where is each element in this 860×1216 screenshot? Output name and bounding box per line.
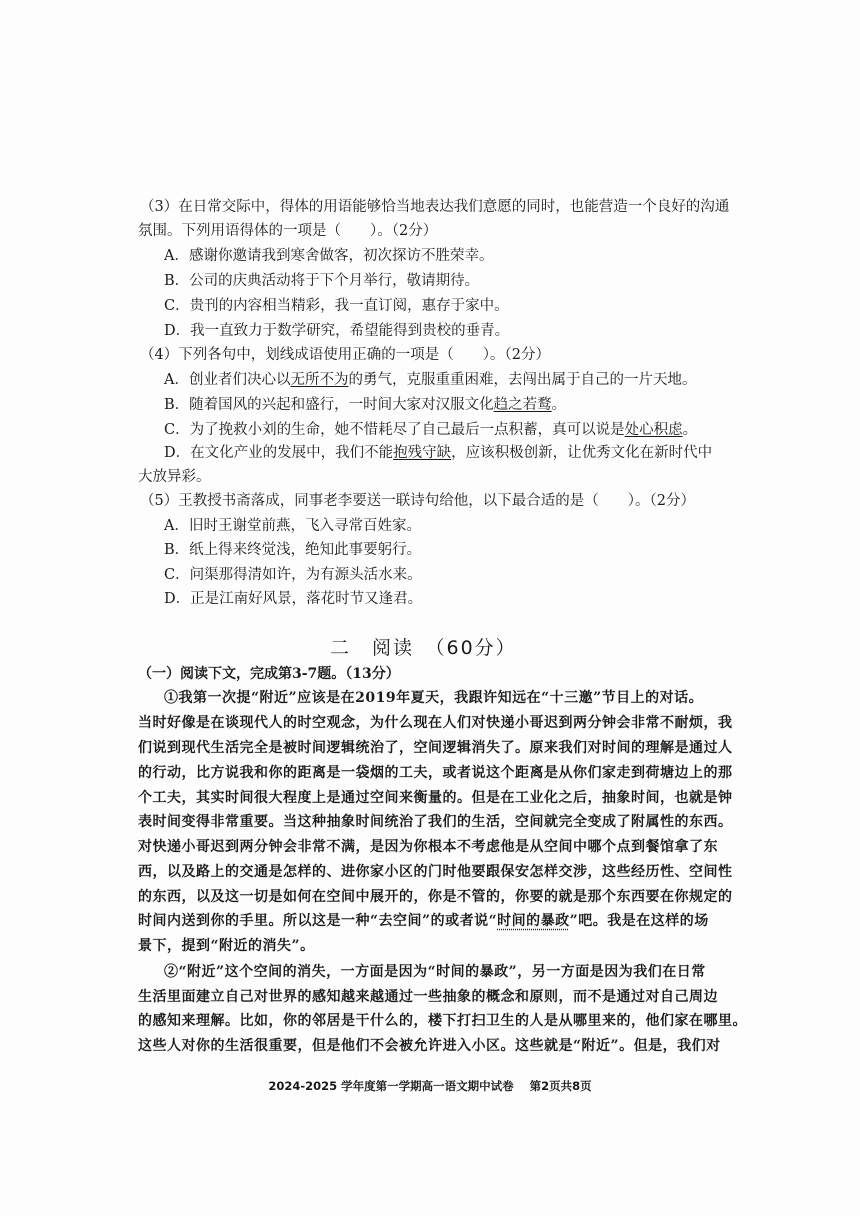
q5-option-a: A．旧时王谢堂前燕，飞入寻常百姓家。 xyxy=(164,518,421,534)
q4-b-idiom: 趋之若鹜 xyxy=(493,397,552,413)
passage-p2-line: ②“附近”这个空间的消失，一方面是因为“时间的暴政”，另一方面是因为我们在日常 xyxy=(164,964,706,980)
q4-option-d xyxy=(164,443,712,463)
passage-p1-line: 对快递小哥迟到两分钟会非常不满，是因为你根本不考虑他是从空间中哪个点到餐馆拿了东 xyxy=(138,839,718,855)
section-subheading: （一）阅读下文，完成第3-7题。（13分） xyxy=(138,666,400,682)
q3-option-a: A．感谢你邀请我到寒舍做客，初次探访不胜荣幸。 xyxy=(164,248,494,264)
q4-option-b xyxy=(164,395,566,415)
footer-page-number: 第2页共8页 xyxy=(529,1079,592,1093)
q4-head: （4）下列各句中，划线成语使用正确的一项是（ ）。（2分） xyxy=(140,347,550,363)
passage-p1-line: 个工夫，其实时间很大程度上是通过空间来衡量的。但是在工业化之后，抽象时间，也就是钟 xyxy=(138,790,733,806)
q5-head: （5）王教授书斋落成，同事老李要送一联诗句给他，以下最合适的是（ ）。（2分） xyxy=(140,493,695,509)
q4-d-post: ，应该积极创新，让优秀文化在新时代中 xyxy=(451,445,713,461)
passage-p1-line: 的行动，比方说我和你的距离是一袋烟的工夫，或者说这个距离是从你们家走到荷塘边上的那 xyxy=(138,765,733,781)
q4-option-d-cont: 大放异彩。 xyxy=(138,469,211,485)
q4-option-a xyxy=(164,370,696,390)
q4-c-post: 。 xyxy=(682,422,698,438)
passage-p1-line: 表时间变得非常重要。当这种抽象时间统治了我们的生活，空间就完全变成了附属性的东西。 xyxy=(138,814,733,830)
q4-a-idiom: 无所不为 xyxy=(290,372,349,388)
q4-b-post: 。 xyxy=(551,397,567,413)
q4-a-post: 的勇气，克服重重困难，去闯出属于自己的一片天地。 xyxy=(348,372,697,388)
passage-emphasis-phrase: 时间的暴政 xyxy=(497,913,570,929)
footer-exam-title: 2024-2025 学年度第一学期高一语文期中试卷 xyxy=(268,1079,514,1093)
q3-line2: 氛围。下列用语得体的一项是（ ）。（2分） xyxy=(138,223,438,239)
q4-c-pre: C．为了挽救小刘的生命，她不惜耗尽了自己最后一点积蓄，真可以说是 xyxy=(164,422,625,438)
passage-p1-line: 西，以及路上的交通是怎样的、进你家小区的门时他要跟保安怎样交涉，这些经历性、空间性 xyxy=(138,864,733,880)
passage-p1-line: 当时好像是在谈现代人的时空观念，为什么现在人们对快递小哥迟到两分钟会非常不耐烦，我 xyxy=(138,715,733,731)
passage-p1-line: ①我第一次提“附近”应该是在2019年夏天，我跟许知远在“十三邀”节目上的对话。 xyxy=(164,690,704,706)
passage-p1-line: 们说到现代生活完全是被时间逻辑统治了，空间逻辑消失了。原来我们对时间的理解是通过人 xyxy=(138,740,733,756)
passage-p1-pre: 时间内送到你的手里。所以这是一种“去空间”的或者说“ xyxy=(138,913,498,929)
q4-c-idiom: 处心积虑 xyxy=(624,422,683,438)
q4-option-c xyxy=(164,420,697,440)
q3-line1: （3）在日常交际中，得体的用语能够恰当地表达我们意愿的同时，也能营造一个良好的沟通 xyxy=(140,199,730,215)
q4-d-pre: D．在文化产业的发展中，我们不能 xyxy=(164,445,394,461)
passage-p1-post: ”吧。我是在这样的场 xyxy=(569,913,709,929)
q3-option-c: C．贵刊的内容相当精彩，我一直订阅，惠存于家中。 xyxy=(164,298,509,314)
q3-option-b: B．公司的庆典活动将于下个月举行，敬请期待。 xyxy=(164,273,480,289)
page-footer xyxy=(0,1078,860,1094)
q4-b-pre: B．随着国风的兴起和盛行，一时间大家对汉服文化 xyxy=(164,397,494,413)
passage-p1-line-emphasis xyxy=(138,911,709,931)
passage-p1-end: 景下，提到“附近的消失”。 xyxy=(138,938,315,954)
q5-option-c: C．问渠那得清如许，为有源头活水来。 xyxy=(164,567,422,583)
q5-option-d: D．正是江南好风景，落花时节又逢君。 xyxy=(164,591,423,607)
section-title: 二 阅读 （60分） xyxy=(330,637,517,659)
q4-d-idiom: 抱残守缺 xyxy=(393,445,452,461)
q3-option-d: D．我一直致力于数学研究，希望能得到贵校的垂青。 xyxy=(164,323,510,339)
passage-p2-line: 的感知来理解。比如，你的邻居是干什么的，楼下打扫卫生的人是从哪里来的，他们家在哪里。 xyxy=(138,1013,747,1029)
q5-option-b: B．纸上得来终觉浅，绝知此事要躬行。 xyxy=(164,542,422,558)
passage-p1-line: 的东西，以及这一切是如何在空间中展开的，你是不管的，你要的就是那个东西要在你规定的 xyxy=(138,889,733,905)
passage-p2-line: 这些人对你的生活很重要，但是他们不会被允许进入小区。这些就是“附近”。但是，我们对 xyxy=(138,1038,721,1054)
q4-a-pre: A．创业者们决心以 xyxy=(164,372,291,388)
passage-p2-line: 生活里面建立自己对世界的感知越来越通过一些抽象的概念和原则，而不是通过对自己周边 xyxy=(138,989,718,1005)
